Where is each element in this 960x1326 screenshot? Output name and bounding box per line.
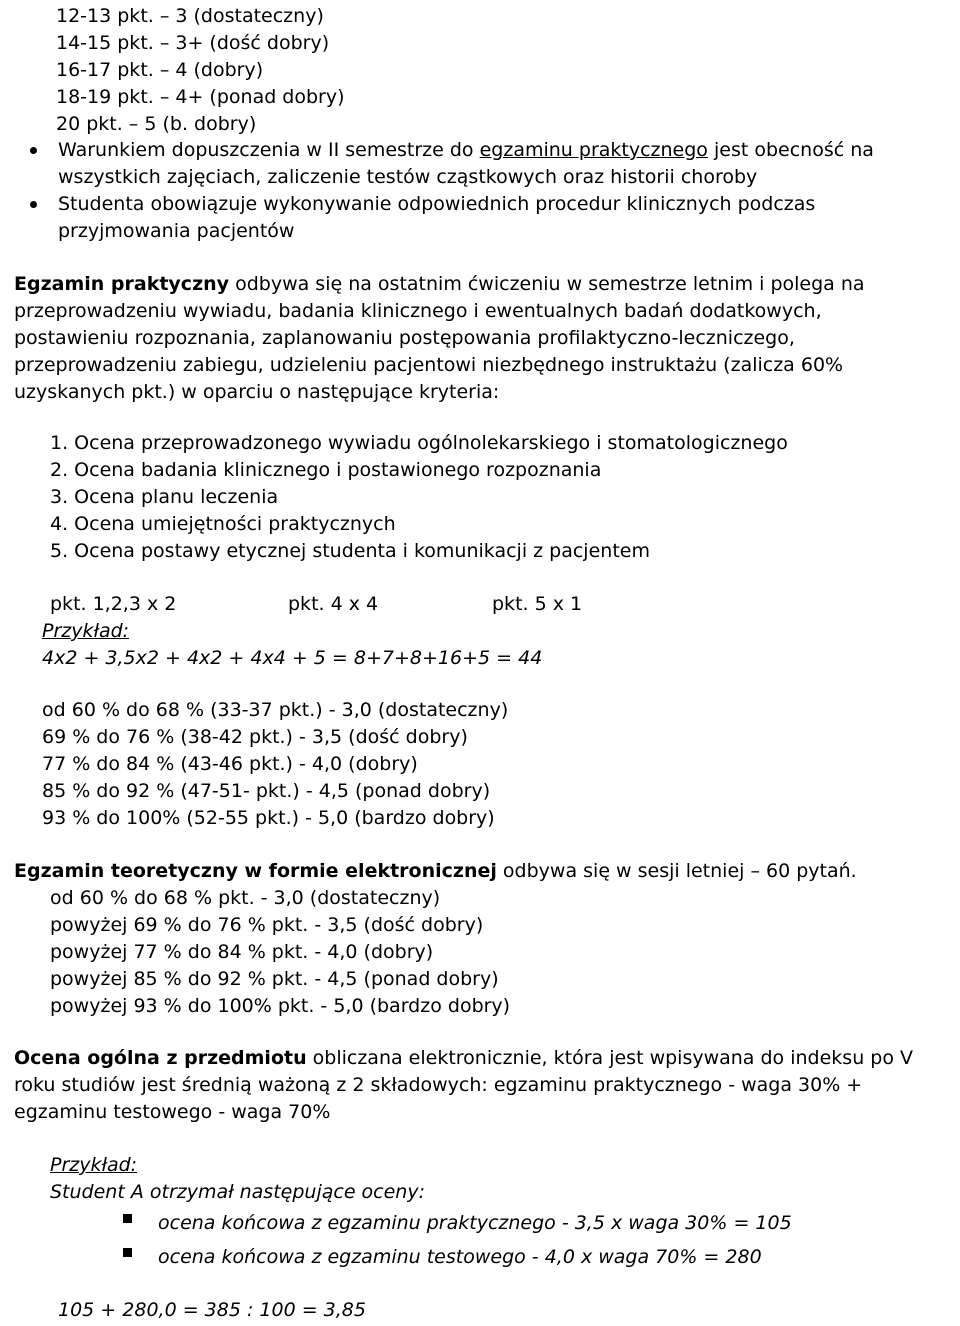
bullet-icon (30, 147, 37, 154)
underlined-term: egzaminu praktycznego (479, 139, 708, 161)
paragraph-text: odbywa się na ostatnim ćwiczeniu w semestrze letnim i polega na (229, 273, 865, 295)
bullet-text-part: Warunkiem dopuszczenia w II semestrze do (58, 139, 480, 161)
scale-item: 77 % do 84 % (43-46 pkt.) - 4,0 (dobry) (42, 753, 418, 775)
weight-item: pkt. 1,2,3 x 2 (50, 593, 177, 615)
example-item: ocena końcowa z egzaminu testowego - 4,0 x waga 70% = 280 (158, 1246, 762, 1268)
criteria-item: 2. Ocena badania klinicznego i postawionego rozpoznania (50, 459, 602, 481)
practical-paragraph (14, 271, 865, 297)
scale-item: 69 % do 76 % (38-42 pkt.) - 3,5 (dość dobry) (42, 726, 468, 748)
bold-heading: Egzamin teoretyczny w formie elektronicznej (14, 860, 497, 882)
scale-item: powyżej 85 % do 92 % pkt. - 4,5 (ponad dobry) (50, 968, 499, 990)
bold-heading: Ocena ogólna z przedmiotu (14, 1047, 307, 1069)
bullet-text: Studenta obowiązuje wykonywanie odpowiednich procedur klinicznych podczas (58, 193, 816, 215)
bold-heading: Egzamin praktyczny (14, 273, 230, 295)
scale-item: powyżej 69 % do 76 % pkt. - 3,5 (dość dobry) (50, 914, 484, 936)
example-label: Przykład: (50, 1154, 138, 1176)
bullet-icon (30, 201, 37, 208)
scale-item: od 60 % do 68 % (33-37 pkt.) - 3,0 (dostateczny) (42, 699, 509, 721)
theory-heading (14, 858, 857, 884)
example-item: ocena końcowa z egzaminu praktycznego - 3,5 x waga 30% = 105 (158, 1212, 792, 1234)
example-label: Przykład: (42, 620, 130, 642)
weight-item: pkt. 4 x 4 (288, 593, 379, 615)
paragraph-text: odbywa się w sesji letniej – 60 pytań. (496, 860, 857, 882)
example-result: 105 + 280,0 = 385 : 100 = 3,85 (58, 1299, 366, 1321)
paragraph-text: przeprowadzeniu zabiegu, udzieleniu pacjentowi niezbędnego instruktażu (zalicza 60% (14, 354, 844, 376)
paragraph-text: przeprowadzeniu wywiadu, badania klinicznego i ewentualnych badań dodatkowych, (14, 300, 822, 322)
bullet-text-part: jest obecność na (707, 139, 874, 161)
square-bullet-icon (123, 1214, 132, 1223)
scale-item: 85 % do 92 % (47-51- pkt.) - 4,5 (ponad dobry) (42, 780, 491, 802)
grade-line: 20 pkt. – 5 (b. dobry) (56, 113, 257, 135)
grade-line: 14-15 pkt. – 3+ (dość dobry) (56, 32, 330, 54)
bullet-text: przyjmowania pacjentów (58, 220, 295, 242)
paragraph-text: roku studiów jest średnią ważoną z 2 składowych: egzaminu praktycznego - waga 30% + (14, 1074, 863, 1096)
scale-item: powyżej 77 % do 84 % pkt. - 4,0 (dobry) (50, 941, 434, 963)
example-intro: Student A otrzymał następujące oceny: (50, 1181, 425, 1203)
square-bullet-icon (123, 1248, 132, 1257)
grade-line: 18-19 pkt. – 4+ (ponad dobry) (56, 86, 345, 108)
example-formula: 4x2 + 3,5x2 + 4x2 + 4x4 + 5 = 8+7+8+16+5 = 44 (42, 647, 543, 669)
criteria-item: 4. Ocena umiejętności praktycznych (50, 513, 396, 535)
weight-item: pkt. 5 x 1 (492, 593, 583, 615)
criteria-item: 3. Ocena planu leczenia (50, 486, 279, 508)
paragraph-text: egzaminu testowego - waga 70% (14, 1101, 331, 1123)
paragraph-text: obliczana elektronicznie, która jest wpisywana do indeksu po V (306, 1047, 913, 1069)
bullet-text: wszystkich zajęciach, zaliczenie testów cząstkowych oraz historii choroby (58, 166, 758, 188)
scale-item: powyżej 93 % do 100% pkt. - 5,0 (bardzo dobry) (50, 995, 511, 1017)
paragraph-text: uzyskanych pkt.) w oparciu o następujące kryteria: (14, 381, 500, 403)
scale-item: 93 % do 100% (52-55 pkt.) - 5,0 (bardzo dobry) (42, 807, 495, 829)
grade-line: 12-13 pkt. – 3 (dostateczny) (56, 5, 324, 27)
grade-line: 16-17 pkt. – 4 (dobry) (56, 59, 264, 81)
criteria-item: 1. Ocena przeprowadzonego wywiadu ogólnolekarskiego i stomatologicznego (50, 432, 788, 454)
bullet-text (58, 137, 874, 163)
paragraph-text: postawieniu rozpoznania, zaplanowaniu postępowania profilaktyczno-leczniczego, (14, 327, 795, 349)
criteria-item: 5. Ocena postawy etycznej studenta i komunikacji z pacjentem (50, 540, 650, 562)
overall-paragraph (14, 1045, 913, 1071)
scale-item: od 60 % do 68 % pkt. - 3,0 (dostateczny) (50, 887, 441, 909)
